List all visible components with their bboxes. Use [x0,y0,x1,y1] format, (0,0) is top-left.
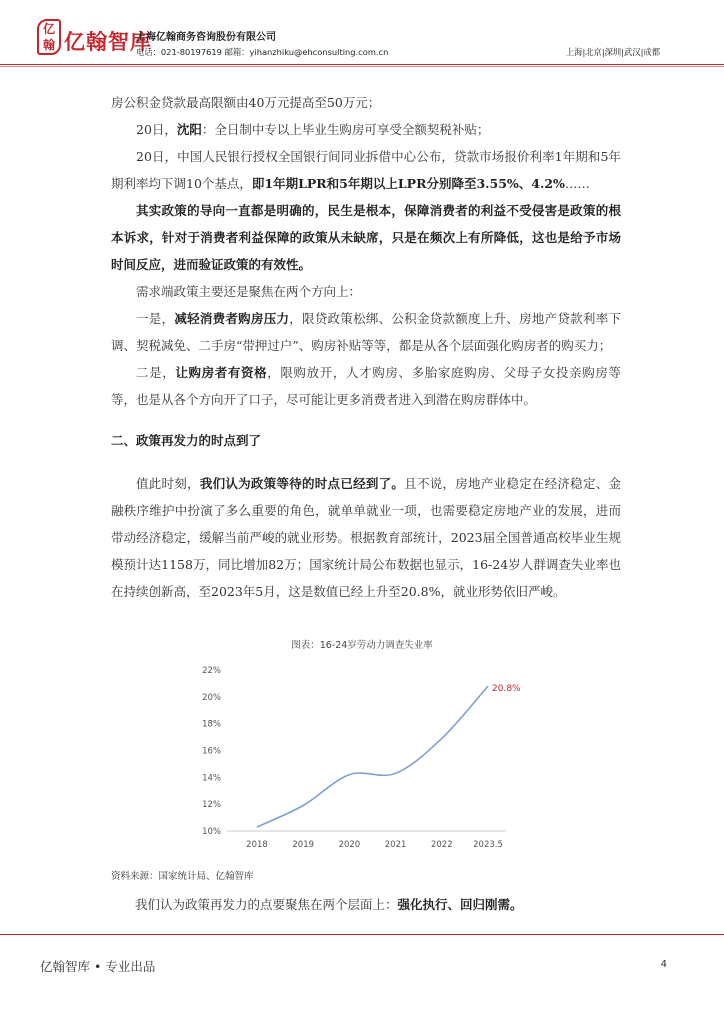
paragraph: 一是，减轻消费者购房压力，限贷政策松绑、公积金贷款额度上升、房地产贷款利率下调、契税减免、二手房“带押过户”、购房补贴等等，都是从各个层面强化购房者的购买力； [111,311,621,353]
company-name: 上海亿翰商务咨询股份有限公司 [136,32,276,43]
y-tick-label: 12% [202,800,221,811]
x-tick-label: 2021 [384,840,407,850]
y-tick-label: 16% [202,746,221,757]
x-tick-label: 2023.5 [473,840,503,850]
logo-text: 亿翰智库 [64,30,152,54]
x-tick-label: 2020 [338,840,361,850]
paragraph: 二是，让购房者有资格，限购放开，人才购房、多胎家庭购房、父母子女投亲购房等等，也是从各个方向开了口子，尽可能让更多消费者进入到潜在购房群体中。 [111,365,621,407]
header-divider [0,64,724,65]
logo-icon: 亿翰 [37,19,61,55]
x-tick-label: 2022 [430,840,453,850]
paragraph: 需求端政策主要还是聚焦在两个方向上： [136,284,362,299]
series-line [257,686,488,827]
unemployment-line-chart [200,660,530,855]
y-tick-label: 20% [202,692,221,703]
paragraph: 20日，中国人民银行授权全国银行间同业拆借中心公布，贷款市场报价利率1年期和5年期利率均下调10个基点，即1年期LPR和5年期以上LPR分别降至3.55%、4.2%…… [111,149,621,191]
section-heading: 二、政策再发力的时点到了 [111,433,262,448]
body-text [111,89,621,605]
paragraph: 房公积金贷款最高限额由40万元提高至50万元； [111,95,381,110]
data-label-last: 20.8% [492,684,521,695]
x-tick-label: 2018 [246,840,268,850]
paragraph-emphasis: 其实政策的导向一直都是明确的，民生是根本，保障消费者的利益不受侵害是政策的根本诉求，针对于消费者利益保障的政策从未缺席，只是在频次上有所降低，这也是给予市场时间反应，进而验证政策的有效性。 [111,203,621,272]
page-header [0,0,724,70]
paragraph: 20日，沈阳：全日制中专以上毕业生购房可享受全额契税补贴； [136,122,490,137]
y-tick-label: 14% [202,773,221,784]
y-tick-label: 22% [202,666,221,676]
paragraph: 值此时刻，我们认为政策等待的时点已经到了。且不说，房地产业稳定在经济稳定、金融秩序维护中扮演了多么重要的角色，就单单就业一项，也需要稳定房地产业的发展，进而带动经济稳定，缓解当前严峻的就业形势。根据教育部统计，2023届全国普通高校毕业生规模预计达1158万，同比增加82万；国家统计局公布数据也显示，16-24岁人群调查失业率也在持续创新高，至2023年5月，这是数值已经上升至20.8%，就业形势依旧严峻。 [111,476,621,599]
header-divider-secondary [0,66,724,67]
footer-brand: 亿翰智库 • 专业出品 [40,959,156,974]
page-number: 4 [660,959,667,970]
contact-info: 电话：021-80197619 邮箱：yihanzhiku@ehconsulting.com.cn [136,47,389,57]
y-tick-label: 18% [202,719,221,730]
y-tick-label: 10% [202,827,221,837]
office-cities: 上海|北京|深圳|武汉|成都 [565,47,660,57]
source-note: 资料来源：国家统计局、亿翰智库 [111,871,254,882]
footer-divider [0,934,724,935]
chart-title: 图表：16-24岁劳动力调查失业率 [291,640,433,651]
conclusion-line: 我们认为政策再发力的点要聚焦在两个层面上：强化执行、回归刚需。 [135,897,523,912]
x-tick-label: 2019 [292,840,315,850]
